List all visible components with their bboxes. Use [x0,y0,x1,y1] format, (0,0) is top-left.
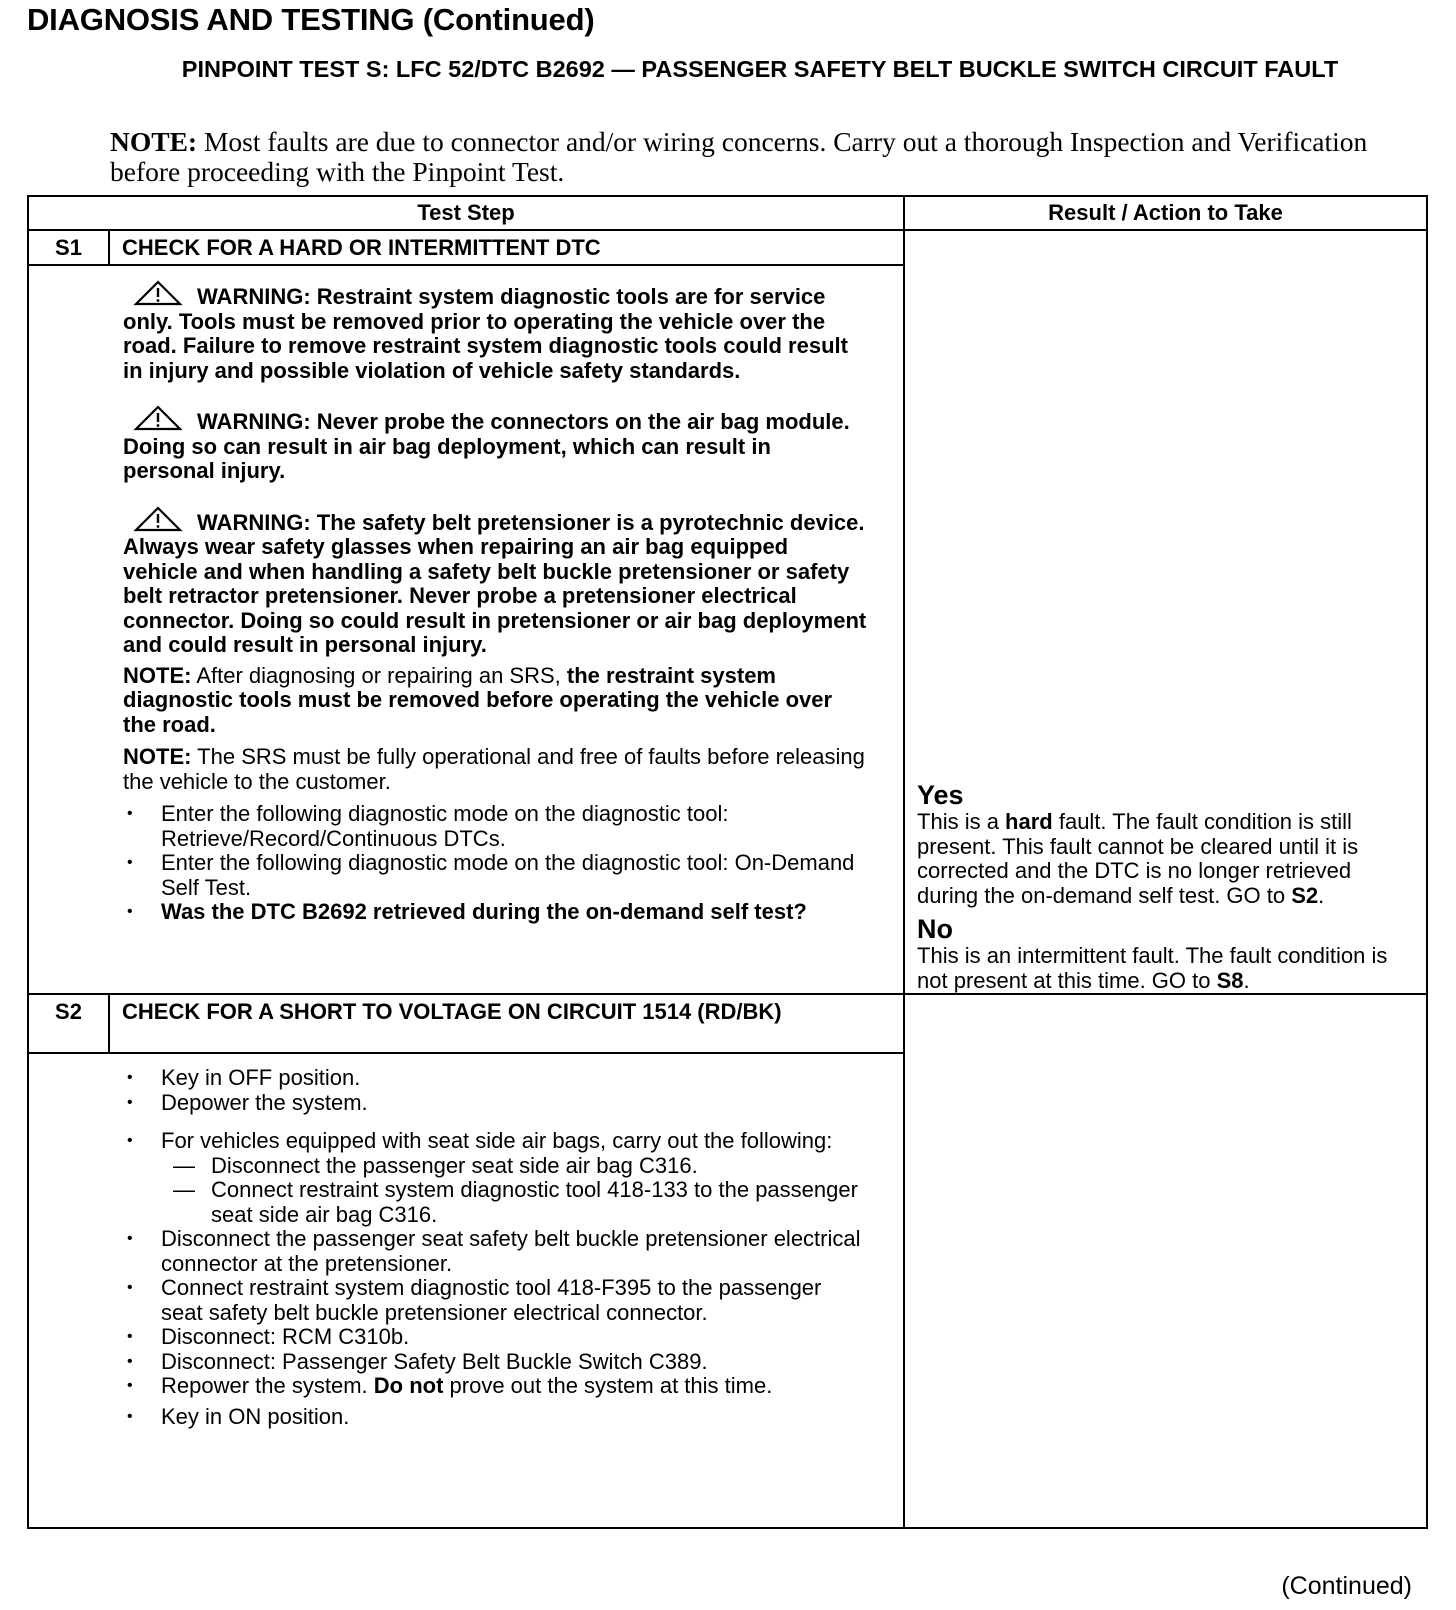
continued-label: (Continued) [1281,1572,1412,1600]
list-item: • Disconnect: RCM C310b. [123,1325,867,1350]
s2-title-row [28,994,1427,1053]
s2-repower-bold: Do not [373,1373,444,1398]
s2-side-airbag-text: For vehicles equipped with seat side air bags, carry out the following: [161,1128,833,1153]
s1-yes-label: Yes [917,780,964,810]
s1-note-1 [123,664,867,738]
table-header-row [28,196,1427,230]
s1-note-2-text: The SRS must be fully operational and free of faults before releasing the vehicle to the customer. [123,744,865,794]
s1-content [28,265,904,994]
list-item: — Disconnect the passenger seat side air bag C316. [161,1154,867,1179]
warning-triangle-icon [133,280,183,306]
header-result-action: Result / Action to Take [904,196,1427,230]
list-item: • Key in OFF position. [123,1066,867,1091]
intro-note-text: Most faults are due to connector and/or wiring concerns. Carry out a thorough Inspection and Verification before proceeding with the Pinpoint Test. [110,126,1368,187]
s1-warning-2-text: WARNING: Never probe the connectors on the air bag module. Doing so can result in air bag deployment, which can result in personal injury. [123,409,850,483]
intro-note [110,127,1370,187]
list-item: • Depower the system. [123,1091,867,1116]
list-item: • Enter the following diagnostic mode on the diagnostic tool: Retrieve/Record/Continuous DTCs. [123,802,867,851]
list-item [123,1129,867,1227]
s2-content [28,1053,904,1528]
s1-yes-text-1: This is a [917,809,1006,834]
s2-step-title: CHECK FOR A SHORT TO VOLTAGE ON CIRCUIT 1514 (RD/BK) [109,994,904,1053]
s1-note-2 [123,745,867,794]
intro-note-label: NOTE: [110,126,198,157]
list-item [123,900,867,925]
page-title: DIAGNOSIS AND TESTING (Continued) [27,2,595,37]
s2-side-airbag-sublist [161,1154,867,1228]
s1-note-1-label: NOTE: [123,662,192,688]
s1-yes-goto: S2 [1291,882,1319,908]
pinpoint-test-table [27,195,1428,1529]
s1-warning-3-text: WARNING: The safety belt pretensioner is a pyrotechnic device. Always wear safety glasses when repairing an air bag equipped vehicle and when handling a safety belt buckle pretensioner or safety belt retractor pretensioner. Never probe a pretensioner electrical connector. Doing so could result in pretensioner or air bag deployment and could result in personal injury. [123,509,867,657]
s1-no-label: No [917,914,954,944]
list-item: • Key in ON position. [123,1405,867,1430]
warning-triangle-icon [133,506,183,532]
s1-yes-text-2: fault. The fault condition is still present. This fault cannot be cleared until it is corrected and the DTC is no longer retrieved during the on-demand self test. GO to [917,809,1359,908]
s1-result-cell [904,230,1427,994]
s2-result-cell [904,994,1427,1528]
s1-warning-1-text: WARNING: Restraint system diagnostic tools are for service only. Tools must be removed prior to operating the vehicle over the road. Failure to remove restraint system diagnostic tools could result in injury and possible violation of vehicle safety standards. [123,284,848,383]
s1-no-goto: S8 [1216,967,1244,993]
list-item: • Disconnect: Passenger Safety Belt Buckle Switch C389. [123,1350,867,1375]
s2-step-list [123,1066,867,1429]
s1-question: Was the DTC B2692 retrieved during the on-demand self test? [161,899,807,924]
list-item: — Connect restraint system diagnostic tool 418-133 to the passenger seat side air bag C316. [161,1178,867,1227]
s1-result-yes: Yes This is a hard fault. The fault condition is still present. This fault cannot be cleared until it is corrected and the DTC is no longer retrieved during the on-demand self test. GO to S2. [917,780,1418,908]
s1-note-1-text: After diagnosing or repairing an SRS, [191,662,567,688]
s2-repower-text: Repower the system. [161,1373,374,1398]
s1-note-2-label: NOTE: [123,744,192,769]
s1-step-title: CHECK FOR A HARD OR INTERMITTENT DTC [109,230,904,265]
s2-step-number: S2 [28,994,109,1053]
header-test-step: Test Step [28,196,904,230]
s1-step-number: S1 [28,230,109,265]
s1-yes-bold: hard [1005,809,1053,834]
list-item: • Enter the following diagnostic mode on the diagnostic tool: On-Demand Self Test. [123,851,867,900]
s1-result-no: No This is an intermittent fault. The fault condition is not present at this time. GO to S8. [917,914,1418,993]
s1-title-row [28,230,1427,265]
s1-warning-2 [123,405,867,484]
s1-step-list [123,802,867,925]
list-item: • Disconnect the passenger seat safety belt buckle pretensioner electrical connector at the pretensioner. [123,1227,867,1276]
pinpoint-test-heading: PINPOINT TEST S: LFC 52/DTC B2692 — PASSENGER SAFETY BELT BUCKLE SWITCH CIRCUIT FAULT [181,56,1339,82]
list-item [123,1374,867,1399]
s1-warning-1 [123,280,867,383]
s1-no-text: This is an intermittent fault. The fault condition is not present at this time. GO to [917,943,1388,993]
s1-note-1-bold: the restraint system diagnostic tools must be removed before operating the vehicle over the road. [123,662,833,737]
list-item: • Connect restraint system diagnostic tool 418-F395 to the passenger seat safety belt buckle pretensioner electrical connector. [123,1276,867,1325]
s2-repower-tail: prove out the system at this time. [443,1373,773,1398]
warning-triangle-icon [133,405,183,431]
s1-warning-3 [123,506,867,658]
